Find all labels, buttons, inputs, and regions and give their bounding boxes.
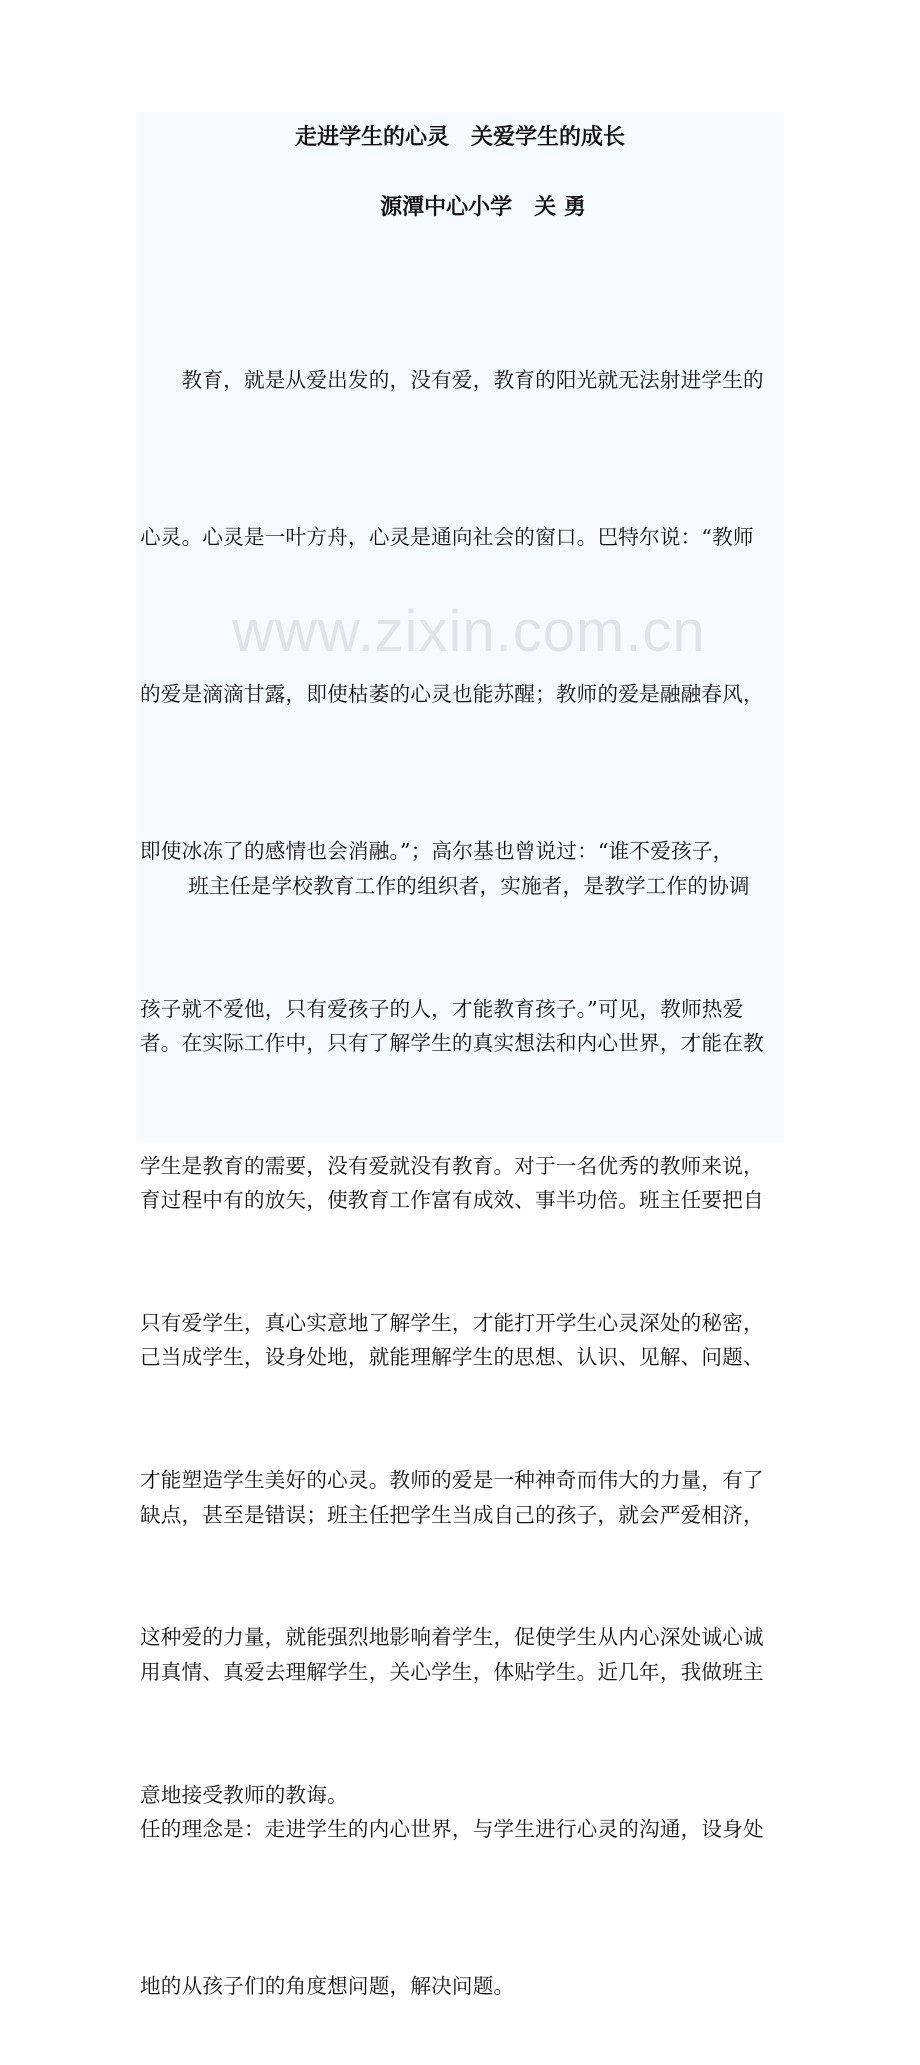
- watermark: www.zixin.com.cn: [232, 599, 706, 664]
- document-title: 走进学生的心灵 关爱学生的成长: [294, 124, 625, 150]
- paragraph-line: 的爱是滴滴甘露，即使枯萎的心灵也能苏醒；教师的爱是融融春风，: [140, 682, 764, 707]
- paragraph-line: 意地接受教师的教诲。: [140, 1782, 348, 1807]
- paragraph-line: 班主任是学校教育工作的组织者，实施者，是教学工作的协调: [140, 873, 750, 898]
- paragraph-line: 教育，就是从爱出发的，没有爱，教育的阳光就无法射进学生的: [140, 367, 764, 392]
- paragraph-line: 者。在实际工作中，只有了解学生的真实想法和内心世界，才能在教: [140, 1031, 764, 1056]
- paragraph-line: 己当成学生，设身处地，就能理解学生的思想、认识、见解、问题、: [140, 1345, 764, 1370]
- paragraph-line: 缺点，甚至是错误；班主任把学生当成自己的孩子，就会严爱相济，: [140, 1502, 764, 1527]
- paragraph-line: 用真情、真爱去理解学生，关心学生，体贴学生。近几年，我做班主: [140, 1659, 764, 1684]
- paragraph-line: 只有爱学生，真心实意地了解学生，才能打开学生心灵深处的秘密，: [140, 1311, 764, 1336]
- paragraph-2: [140, 755, 788, 2065]
- paragraph-line: 这种爱的力量，就能强烈地影响着学生，促使学生从内心深处诚心诚: [140, 1625, 764, 1650]
- paragraph-line: 育过程中有的放矢，使教育工作富有成效、事半功倍。班主任要把自: [140, 1188, 764, 1213]
- author-line: 源潭中心小学 关 勇: [380, 194, 586, 220]
- paragraph-line: 任的理念是：走进学生的内心世界，与学生进行心灵的沟通，设身处: [140, 1817, 764, 1842]
- paragraph-line: 心灵。心灵是一叶方舟，心灵是通向社会的窗口。巴特尔说：“教师: [140, 525, 754, 550]
- paragraph-line: 才能塑造学生美好的心灵。教师的爱是一种神奇而伟大的力量，有了: [140, 1468, 764, 1493]
- paragraph-line: 地的从孩子们的角度想问题，解决问题。: [140, 1974, 515, 1999]
- paragraph-line: 孩子就不爱他，只有爱孩子的人，才能教育孩子。”可见，教师热爱: [140, 996, 744, 1021]
- paragraph-line: 学生是教育的需要，没有爱就没有教育。对于一名优秀的教师来说，: [140, 1153, 764, 1178]
- paragraph-line: 即使冰冻了的感情也会消融。”；高尔基也曾说过：“谁不爱孩子，: [140, 839, 734, 864]
